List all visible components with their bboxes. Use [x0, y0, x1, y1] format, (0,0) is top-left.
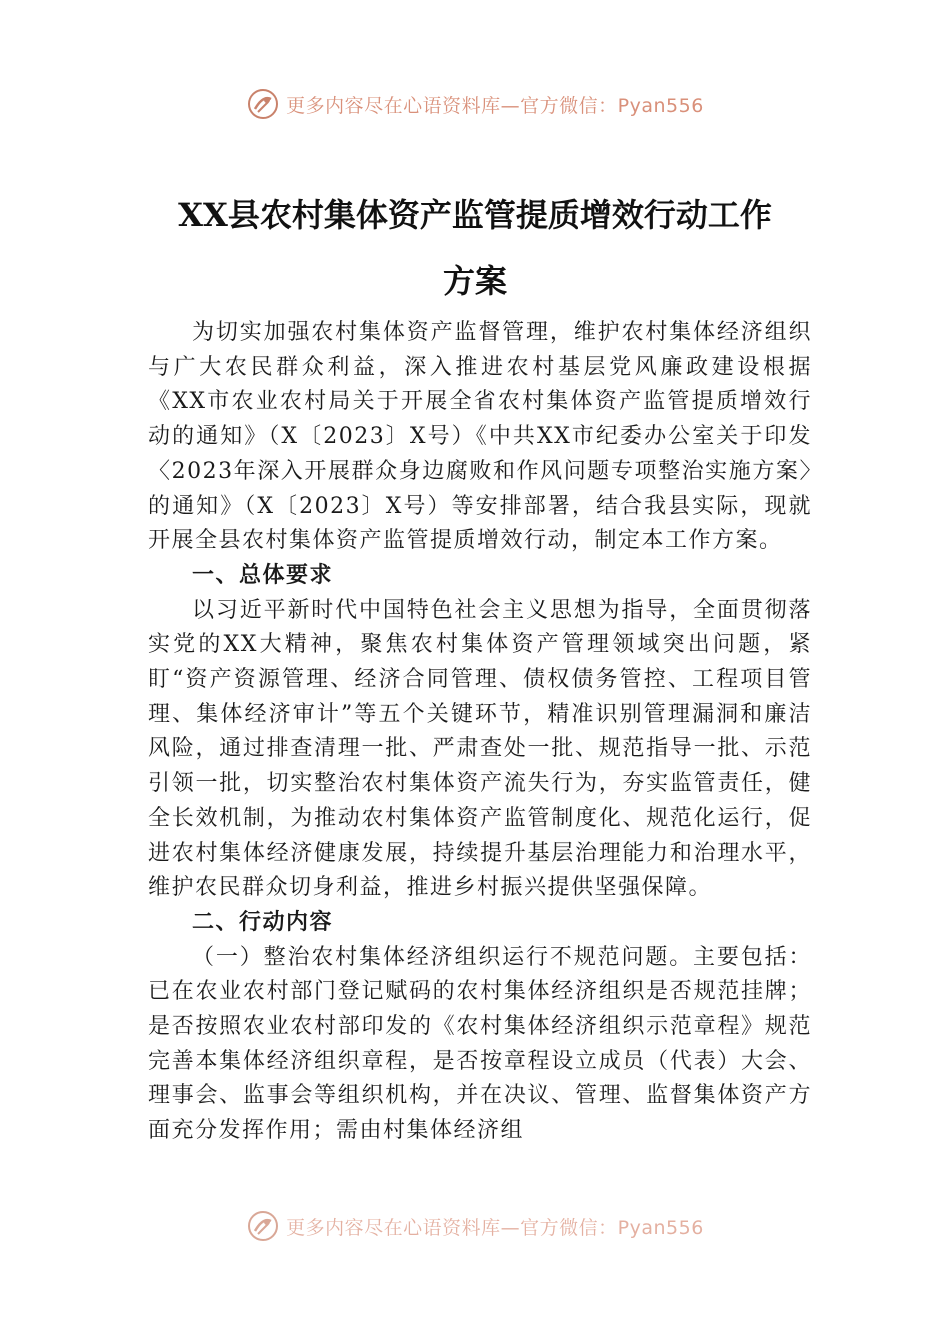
document-body-viewport — [0, 316, 950, 1216]
document-title-line2: 方案 — [442, 262, 507, 300]
watermark-bottom — [0, 1206, 950, 1246]
document-body — [148, 316, 812, 1149]
section-heading-actions: 二、行动内容 — [192, 909, 334, 935]
book-logo-icon — [246, 87, 280, 121]
section-heading-general: 一、总体要求 — [192, 562, 334, 588]
paragraph-action-1: （一）整治农村集体经济组织运行不规范问题。主要包括：已在农业农村部门登记赋码的农村集体经济组织是否规范挂牌；是否按照农业农村部印发的《农村集体经济组织示范章程》规范完善本集体经济组织章程，是否按章程设立成员（代表）大会、理事会、监事会等组织机构，并在决议、管理、监督集体资产方面充分发挥作用；需由村集体经济组 — [148, 944, 812, 1144]
watermark-text: 更多内容尽在心语资料库—官方微信：Pyan556 — [286, 1216, 704, 1239]
watermark-top — [0, 84, 950, 124]
watermark-text: 更多内容尽在心语资料库—官方微信：Pyan556 — [286, 94, 704, 117]
book-logo-icon — [246, 1209, 280, 1243]
document-title-line1: XX县农村集体资产监管提质增效行动工作 — [178, 196, 772, 234]
paragraph-general-requirements: 以习近平新时代中国特色社会主义思想为指导，全面贯彻落实党的XX大精神，聚焦农村集体资产管理领域突出问题，紧盯“资产资源管理、经济合同管理、债权债务管控、工程项目管理、集体经济审计”等五个关键环节，精准识别管理漏洞和廉洁风险，通过排查清理一批、严肃查处一批、规范指导一批、示范引领一批，切实整治农村集体资产流失行为，夯实监管责任，健全长效机制，为推动农村集体资产监管制度化、规范化运行，促进农村集体经济健康发展，持续提升基层治理能力和治理水平，维护农民群众切身利益，推进乡村振兴提供坚强保障。 — [148, 597, 812, 901]
paragraph-intro: 为切实加强农村集体资产监督管理，维护农村集体经济组织与广大农民群众利益，深入推进农村基层党风廉政建设根据《XX市农业农村局关于开展全省农村集体资产监管提质增效行动的通知》（X〔2023〕X号）《中共XX市纪委办公室关于印发〈2023年深入开展群众身边腐败和作风问题专项整治实施方案〉的通知》（X〔2023〕X号）等安排部署，结合我县实际，现就开展全县农村集体资产监管提质增效行动，制定本工作方案。 — [148, 320, 812, 554]
